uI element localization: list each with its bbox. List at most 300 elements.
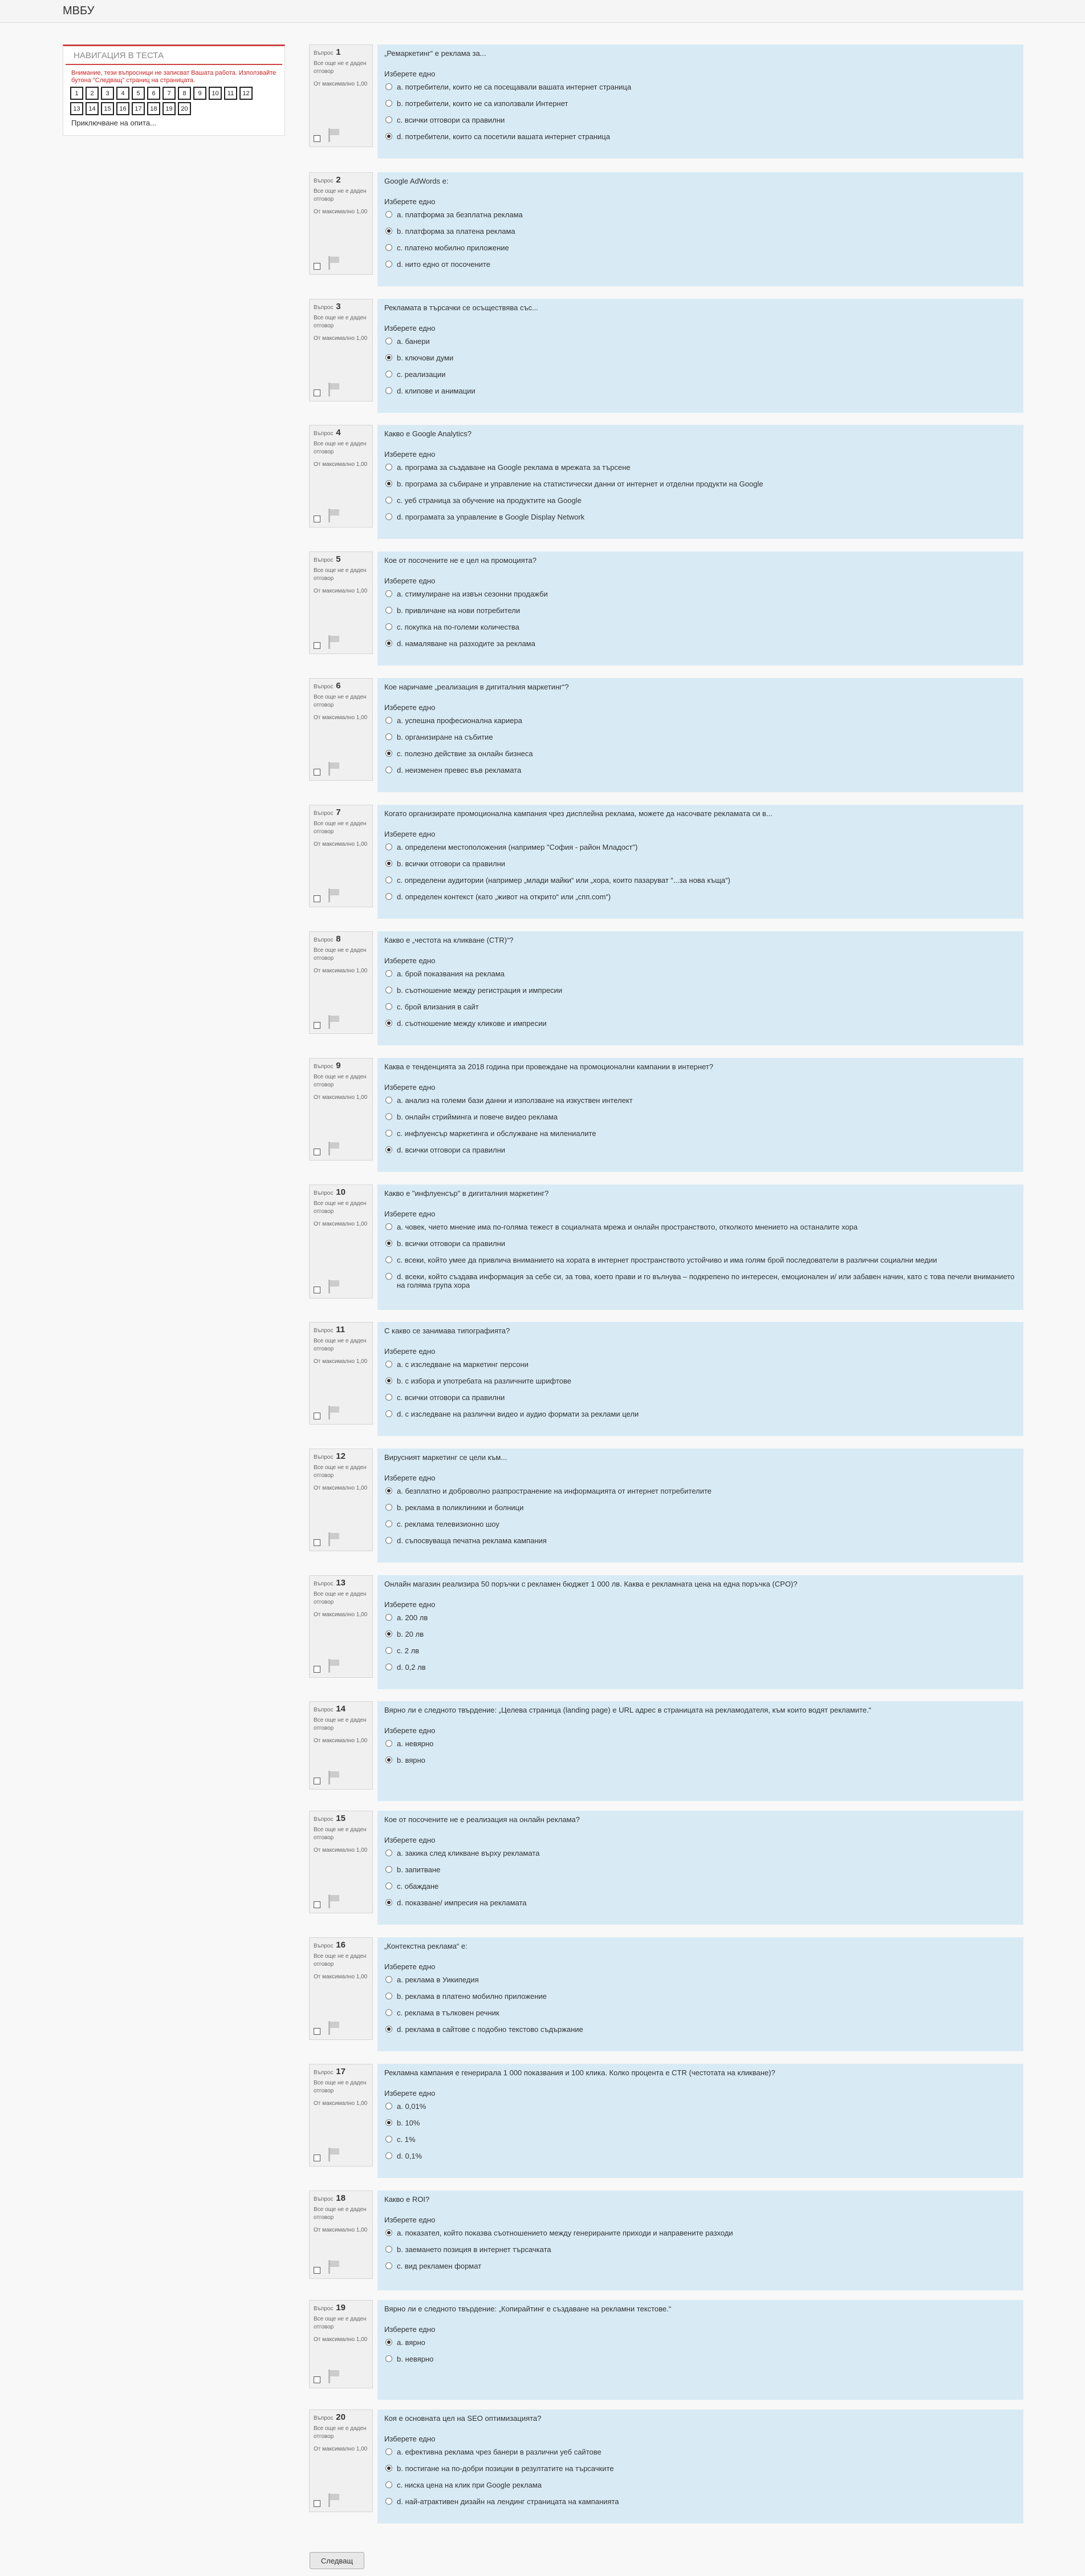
- flag-checkbox[interactable]: [314, 1149, 320, 1155]
- question-text: Какво е ROI?: [384, 2195, 430, 2204]
- radio-button[interactable]: [385, 1223, 392, 1230]
- answer-option[interactable]: [384, 2338, 1017, 2347]
- flag-icon[interactable]: [326, 1406, 340, 1419]
- answer-option[interactable]: [384, 1898, 1017, 1907]
- radio-button[interactable]: [385, 2465, 392, 2472]
- question-content: [377, 2064, 1023, 2178]
- radio-button[interactable]: [385, 607, 392, 614]
- quiz-nav-button-14[interactable]: 14: [86, 102, 99, 115]
- quiz-nav-button-16[interactable]: 16: [116, 102, 129, 115]
- answer-label: d. всеки, който създава информация за себе си, за това, което прави и го вълнува – подкрепено по интересен, емоционален и/ или забавен начин, като с това печели вниманието на голяма група хора: [397, 1272, 1015, 1289]
- answer-list: [384, 969, 1017, 1028]
- answer-list: [384, 590, 1017, 648]
- answer-option[interactable]: [384, 370, 1017, 379]
- radio-button[interactable]: [385, 2498, 392, 2505]
- question-number: [314, 2304, 368, 2313]
- radio-button[interactable]: [385, 1240, 392, 1247]
- question-label: Въпрос: [314, 1190, 334, 1196]
- answer-option[interactable]: [384, 337, 1017, 346]
- radio-button[interactable]: [385, 1130, 392, 1137]
- answer-label: b. реклама в платено мобилно приложение: [397, 1992, 547, 2001]
- radio-button[interactable]: [385, 513, 392, 520]
- answer-option[interactable]: [384, 859, 1017, 868]
- answer-option[interactable]: [384, 2102, 1017, 2111]
- answer-option[interactable]: [384, 1393, 1017, 1402]
- radio-button[interactable]: [385, 2152, 392, 2159]
- quiz-nav-button-3[interactable]: 3: [101, 87, 114, 100]
- question-status: Все още не е даден отговор: [314, 188, 367, 202]
- answer-option[interactable]: [384, 1739, 1017, 1748]
- flag-checkbox[interactable]: [314, 390, 320, 396]
- question-info: [309, 2064, 373, 2167]
- flag-icon[interactable]: [326, 889, 340, 902]
- flag-checkbox[interactable]: [314, 1287, 320, 1293]
- answer-option[interactable]: [384, 969, 1017, 978]
- answer-option[interactable]: [384, 2229, 1017, 2237]
- flag-icon[interactable]: [326, 1015, 340, 1029]
- flag-icon[interactable]: [326, 762, 340, 776]
- flag-checkbox[interactable]: [314, 263, 320, 270]
- question-text: „Ремаркетинг“ е реклама за...: [384, 49, 486, 58]
- radio-button[interactable]: [385, 1146, 392, 1153]
- flag-icon[interactable]: [326, 1895, 340, 1908]
- question-label: Въпрос: [314, 1943, 334, 1949]
- radio-button[interactable]: [385, 1614, 392, 1621]
- flag-cloth: [330, 1895, 339, 1901]
- radio-button[interactable]: [385, 497, 392, 504]
- answer-option[interactable]: [384, 1019, 1017, 1028]
- radio-button[interactable]: [385, 893, 392, 900]
- quiz-nav-button-2[interactable]: 2: [86, 87, 99, 100]
- answer-option[interactable]: [384, 1239, 1017, 1248]
- answer-label: a. 0,01%: [397, 2102, 426, 2111]
- question-info: [309, 1449, 373, 1551]
- question-info: [309, 931, 373, 1034]
- answer-option[interactable]: [384, 99, 1017, 108]
- answer-option[interactable]: [384, 1882, 1017, 1891]
- finish-attempt-link[interactable]: Приключване на опита...: [71, 119, 156, 127]
- flag-checkbox[interactable]: [314, 135, 320, 142]
- flag-icon[interactable]: [326, 1771, 340, 1784]
- answer-option[interactable]: [384, 496, 1017, 505]
- answer-option[interactable]: [384, 1256, 1017, 1264]
- answer-option[interactable]: [384, 116, 1017, 124]
- radio-button[interactable]: [385, 354, 392, 361]
- question-number: [314, 1705, 368, 1714]
- answer-option[interactable]: [384, 716, 1017, 725]
- answer-option[interactable]: [384, 354, 1017, 362]
- radio-button[interactable]: [385, 970, 392, 977]
- flag-icon[interactable]: [326, 1532, 340, 1546]
- flag-checkbox[interactable]: [314, 2267, 320, 2274]
- radio-button[interactable]: [385, 987, 392, 993]
- flag-checkbox[interactable]: [314, 1778, 320, 1784]
- answer-option[interactable]: [384, 1613, 1017, 1622]
- radio-button[interactable]: [385, 2026, 392, 2033]
- flag-icon[interactable]: [326, 635, 340, 649]
- question-20: [309, 2409, 1023, 2524]
- flag-checkbox[interactable]: [314, 2155, 320, 2161]
- flag-checkbox[interactable]: [314, 2376, 320, 2383]
- answer-label: c. обаждане: [397, 1882, 439, 1891]
- radio-button[interactable]: [385, 1740, 392, 1747]
- radio-button[interactable]: [385, 2229, 392, 2236]
- radio-button[interactable]: [385, 1410, 392, 1417]
- flag-checkbox[interactable]: [314, 1539, 320, 1546]
- question-marks: От максимално 1,00: [314, 1847, 368, 1853]
- answer-label: d. потребители, които са посетили вашата интернет страница: [397, 132, 610, 141]
- flag-icon[interactable]: [326, 128, 340, 142]
- answer-option[interactable]: [384, 986, 1017, 995]
- answer-option[interactable]: [384, 1663, 1017, 1672]
- answer-option[interactable]: [384, 623, 1017, 631]
- radio-button[interactable]: [385, 1361, 392, 1368]
- answer-option[interactable]: [384, 463, 1017, 472]
- radio-button[interactable]: [385, 843, 392, 850]
- radio-button[interactable]: [385, 1630, 392, 1637]
- radio-button[interactable]: [385, 100, 392, 107]
- question-status: Все още не е даден отговор: [314, 60, 367, 75]
- answer-option[interactable]: [384, 2448, 1017, 2456]
- flag-checkbox[interactable]: [314, 1901, 320, 1908]
- flag-icon[interactable]: [326, 2370, 340, 2383]
- flag-cloth: [330, 762, 339, 769]
- radio-button[interactable]: [385, 590, 392, 597]
- answer-option[interactable]: [384, 387, 1017, 395]
- radio-button[interactable]: [385, 116, 392, 123]
- answer-option[interactable]: [384, 749, 1017, 758]
- flag-icon[interactable]: [326, 1280, 340, 1293]
- question-content: [377, 1322, 1023, 1436]
- radio-button[interactable]: [385, 2355, 392, 2362]
- answer-option[interactable]: [384, 876, 1017, 885]
- radio-button[interactable]: [385, 2009, 392, 2016]
- answer-option[interactable]: [384, 843, 1017, 851]
- flag-checkbox[interactable]: [314, 895, 320, 902]
- question-marks: От максимално 1,00: [314, 1738, 368, 1744]
- answer-option[interactable]: [384, 1360, 1017, 1369]
- radio-button[interactable]: [385, 2481, 392, 2488]
- answer-list: [384, 1360, 1017, 1418]
- radio-button[interactable]: [385, 1899, 392, 1906]
- answer-label: c. брой влизания в сайт: [397, 1003, 479, 1011]
- answer-label: b. 20 лв: [397, 1630, 424, 1638]
- answer-label: d. съпосвуваща печатна реклама кампания: [397, 1536, 547, 1545]
- quiz-nav-button-9[interactable]: 9: [193, 87, 206, 100]
- question-number-value: 7: [336, 808, 341, 817]
- question-marks: От максимално 1,00: [314, 461, 368, 468]
- quiz-nav-button-4[interactable]: 4: [116, 87, 129, 100]
- flag-cloth: [330, 1142, 339, 1149]
- radio-button[interactable]: [385, 2136, 392, 2143]
- answer-label: c. определени аудитории (например „млади майки“ или „хора, които пазаруват “...за нова къща“): [397, 876, 730, 885]
- quiz-nav-button-6[interactable]: 6: [147, 87, 160, 100]
- answer-option[interactable]: [384, 260, 1017, 269]
- radio-button[interactable]: [385, 1394, 392, 1401]
- radio-button[interactable]: [385, 733, 392, 740]
- flag-row: [314, 762, 340, 776]
- answer-option[interactable]: [384, 639, 1017, 648]
- quiz-nav-button-8[interactable]: 8: [178, 87, 191, 100]
- flag-row: [314, 1406, 340, 1419]
- radio-button[interactable]: [385, 1664, 392, 1670]
- answer-option[interactable]: [384, 2245, 1017, 2254]
- answer-option[interactable]: [384, 2135, 1017, 2144]
- radio-button[interactable]: [385, 1020, 392, 1027]
- radio-button[interactable]: [385, 1487, 392, 1494]
- answer-option[interactable]: [384, 1003, 1017, 1011]
- answer-option[interactable]: [384, 1487, 1017, 1495]
- question-content: [377, 805, 1023, 919]
- answer-label: a. анализ на големи бази данни и използване на изкуствен интелект: [397, 1096, 633, 1105]
- radio-button[interactable]: [385, 2246, 392, 2253]
- quiz-nav-button-15[interactable]: 15: [101, 102, 114, 115]
- question-label: Въпрос: [314, 2196, 334, 2202]
- radio-button[interactable]: [385, 1537, 392, 1544]
- question-info: [309, 2300, 373, 2388]
- answer-option[interactable]: [384, 513, 1017, 521]
- radio-button[interactable]: [385, 1504, 392, 1511]
- radio-button[interactable]: [385, 371, 392, 378]
- question-status: Все още не е даден отговор: [314, 1953, 367, 1968]
- question-info: [309, 1575, 373, 1678]
- flag-icon[interactable]: [326, 1659, 340, 1673]
- answer-option[interactable]: [384, 2025, 1017, 2034]
- answer-option[interactable]: [384, 1113, 1017, 1121]
- answer-option[interactable]: [384, 2152, 1017, 2160]
- quiz-nav-button-20[interactable]: 20: [178, 102, 191, 115]
- answer-option[interactable]: [384, 2481, 1017, 2489]
- answer-prompt: Изберете едно: [384, 830, 436, 838]
- radio-button[interactable]: [385, 1113, 392, 1120]
- radio-button[interactable]: [385, 623, 392, 630]
- flag-checkbox[interactable]: [314, 516, 320, 522]
- answer-option[interactable]: [384, 1630, 1017, 1638]
- quiz-nav-button-13[interactable]: 13: [70, 102, 83, 115]
- question-info: [309, 1701, 373, 1790]
- quiz-nav-button-1[interactable]: 1: [70, 87, 83, 100]
- flag-icon[interactable]: [326, 509, 340, 522]
- radio-button[interactable]: [385, 2103, 392, 2110]
- answer-label: c. всички отговори са правилни: [397, 116, 505, 124]
- radio-button[interactable]: [385, 1097, 392, 1104]
- answer-option[interactable]: [384, 83, 1017, 91]
- question-number: [314, 1815, 368, 1824]
- flag-checkbox[interactable]: [314, 642, 320, 649]
- radio-button[interactable]: [385, 2262, 392, 2269]
- question-label: Въпрос: [314, 937, 334, 943]
- quiz-nav-button-12[interactable]: 12: [239, 87, 253, 100]
- flag-cloth: [330, 1016, 339, 1022]
- question-info: [309, 805, 373, 907]
- radio-button[interactable]: [385, 1849, 392, 1856]
- answer-label: b. съотношение между регистрация и импресии: [397, 986, 563, 995]
- radio-button[interactable]: [385, 1273, 392, 1280]
- answer-option[interactable]: [384, 2464, 1017, 2473]
- answer-label: a. невярно: [397, 1739, 434, 1748]
- flag-checkbox[interactable]: [314, 769, 320, 776]
- quiz-nav-button-19[interactable]: 19: [162, 102, 176, 115]
- answer-option[interactable]: [384, 1536, 1017, 1545]
- flag-icon[interactable]: [326, 2260, 340, 2274]
- radio-button[interactable]: [385, 244, 392, 251]
- flag-icon[interactable]: [326, 1142, 340, 1155]
- question-number: [314, 1453, 368, 1462]
- answer-option[interactable]: [384, 2497, 1017, 2506]
- question-status: Все още не е даден отговор: [314, 2316, 367, 2330]
- answer-label: d. намаляване на разходите за реклама: [397, 639, 535, 648]
- radio-button[interactable]: [385, 2339, 392, 2346]
- radio-button[interactable]: [385, 228, 392, 234]
- question-content: [377, 1701, 1023, 1801]
- answer-prompt: Изберете едно: [384, 703, 436, 712]
- answer-option[interactable]: [384, 733, 1017, 741]
- site-brand[interactable]: МВБУ: [63, 5, 95, 17]
- radio-button[interactable]: [385, 1647, 392, 1654]
- radio-button[interactable]: [385, 2448, 392, 2455]
- radio-button[interactable]: [385, 1003, 392, 1010]
- question-number: [314, 429, 368, 438]
- next-page-button[interactable]: Следващ: [310, 2552, 364, 2569]
- flag-icon[interactable]: [326, 2493, 340, 2507]
- answer-label: d. клипове и анимации: [397, 387, 476, 395]
- answer-option[interactable]: [384, 1849, 1017, 1857]
- question-marks: От максимално 1,00: [314, 2227, 368, 2233]
- flag-checkbox[interactable]: [314, 2500, 320, 2507]
- answer-option[interactable]: [384, 2355, 1017, 2363]
- flag-checkbox[interactable]: [314, 2028, 320, 2035]
- answer-option[interactable]: [384, 1756, 1017, 1764]
- radio-button[interactable]: [385, 2119, 392, 2126]
- answer-option[interactable]: [384, 1377, 1017, 1385]
- answer-option[interactable]: [384, 1520, 1017, 1528]
- answer-option[interactable]: [384, 893, 1017, 901]
- quiz-nav-button-10[interactable]: 10: [209, 87, 222, 100]
- radio-button[interactable]: [385, 750, 392, 757]
- answer-option[interactable]: [384, 227, 1017, 236]
- radio-button[interactable]: [385, 640, 392, 647]
- answer-option[interactable]: [384, 1992, 1017, 2001]
- radio-button[interactable]: [385, 133, 392, 140]
- question-number: [314, 1326, 368, 1335]
- answer-option[interactable]: [384, 1146, 1017, 1154]
- answer-prompt: Изберете едно: [384, 1083, 436, 1092]
- radio-button[interactable]: [385, 717, 392, 724]
- question-status: Все още не е даден отговор: [314, 1591, 367, 1605]
- question-number-value: 3: [336, 302, 341, 311]
- radio-button[interactable]: [385, 480, 392, 487]
- radio-button[interactable]: [385, 387, 392, 394]
- question-marks: От максимално 1,00: [314, 81, 368, 87]
- radio-button[interactable]: [385, 766, 392, 773]
- question-text: Вирусният маркетинг се цели към...: [384, 1453, 507, 1462]
- answer-option[interactable]: [384, 1503, 1017, 1512]
- question-label: Въпрос: [314, 305, 334, 311]
- answer-option[interactable]: [384, 1272, 1017, 1289]
- radio-button[interactable]: [385, 211, 392, 218]
- question-status: Все още не е даден отговор: [314, 2206, 367, 2221]
- answer-prompt: Изберете едно: [384, 1474, 436, 1482]
- answer-label: b. запитване: [397, 1865, 441, 1874]
- radio-button[interactable]: [385, 261, 392, 267]
- answer-option[interactable]: [384, 244, 1017, 252]
- radio-button[interactable]: [385, 1377, 392, 1384]
- radio-button[interactable]: [385, 860, 392, 867]
- radio-button[interactable]: [385, 464, 392, 470]
- question-12: [309, 1449, 1023, 1563]
- answer-option[interactable]: [384, 590, 1017, 598]
- question-number: [314, 2194, 368, 2204]
- question-text: Рекламна кампания е генерирала 1 000 показвания и 100 клика. Колко процента е CTR (честотата на кликване)?: [384, 2068, 775, 2077]
- answer-option[interactable]: [384, 606, 1017, 615]
- answer-option[interactable]: [384, 1410, 1017, 1418]
- question-content: [377, 2190, 1023, 2290]
- flag-icon[interactable]: [326, 2148, 340, 2161]
- answer-label: a. показател, който показва съотношението между генерираните приходи и направените разходи: [397, 2229, 733, 2237]
- question-label: Въпрос: [314, 1454, 334, 1461]
- quiz-nav-button-18[interactable]: 18: [147, 102, 160, 115]
- answer-option[interactable]: [384, 2119, 1017, 2127]
- flag-checkbox[interactable]: [314, 1022, 320, 1029]
- answer-option[interactable]: [384, 2009, 1017, 2017]
- radio-button[interactable]: [385, 83, 392, 90]
- question-label: Въпрос: [314, 2306, 334, 2312]
- flag-icon[interactable]: [326, 383, 340, 396]
- question-status: Все още не е даден отговор: [314, 947, 367, 962]
- radio-button[interactable]: [385, 1756, 392, 1763]
- radio-button[interactable]: [385, 1883, 392, 1889]
- answer-option[interactable]: [384, 132, 1017, 141]
- answer-option[interactable]: [384, 1975, 1017, 1984]
- radio-button[interactable]: [385, 1520, 392, 1527]
- answer-label: c. вид рекламен формат: [397, 2262, 482, 2270]
- quiz-nav-button-5[interactable]: 5: [132, 87, 145, 100]
- question-marks: От максимално 1,00: [314, 1612, 368, 1618]
- radio-button[interactable]: [385, 1256, 392, 1263]
- answer-option[interactable]: [384, 480, 1017, 488]
- radio-button[interactable]: [385, 877, 392, 883]
- answer-option[interactable]: [384, 1129, 1017, 1138]
- radio-button[interactable]: [385, 338, 392, 344]
- answer-option[interactable]: [384, 1223, 1017, 1231]
- question-marks: От максимално 1,00: [314, 1485, 368, 1491]
- question-text: Онлайн магазин реализира 50 поръчки с рекламен бюджет 1 000 лв. Каква е рекламната цена на една поръчка (CPO)?: [384, 1580, 798, 1588]
- question-number-value: 9: [336, 1061, 341, 1070]
- answer-option[interactable]: [384, 1865, 1017, 1874]
- question-content: [377, 44, 1023, 159]
- flag-row: [314, 1532, 340, 1546]
- radio-button[interactable]: [385, 1866, 392, 1873]
- question-content: [377, 1184, 1023, 1310]
- quiz-nav-button-17[interactable]: 17: [132, 102, 145, 115]
- flag-row: [314, 2493, 340, 2507]
- answer-option[interactable]: [384, 1096, 1017, 1105]
- flag-checkbox[interactable]: [314, 1666, 320, 1673]
- radio-button[interactable]: [385, 1993, 392, 1999]
- answer-option[interactable]: [384, 1646, 1017, 1655]
- answer-option[interactable]: [384, 2262, 1017, 2270]
- answer-option[interactable]: [384, 766, 1017, 774]
- flag-icon[interactable]: [326, 2021, 340, 2035]
- quiz-nav-button-7[interactable]: 7: [162, 87, 176, 100]
- flag-icon[interactable]: [326, 256, 340, 270]
- quiz-nav-button-11[interactable]: 11: [224, 87, 237, 100]
- answer-label: a. потребители, които не са посещавали вашата интернет страница: [397, 83, 632, 91]
- flag-checkbox[interactable]: [314, 1413, 320, 1419]
- radio-button[interactable]: [385, 1976, 392, 1983]
- answer-label: d. определен контекст (като „живот на открито“ или „спп.com“): [397, 893, 611, 901]
- answer-option[interactable]: [384, 210, 1017, 219]
